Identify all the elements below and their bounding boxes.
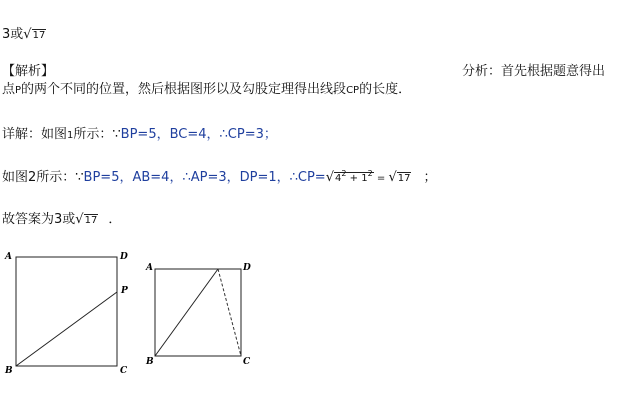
fig2-equals: =: [373, 173, 389, 184]
fig2-radicand: 17: [397, 173, 411, 184]
answer-line: [2, 23, 46, 42]
figure2-label-a: A: [146, 263, 153, 273]
figure-1: [0, 245, 150, 380]
fig2-prefix: 如图2所示：∵: [2, 170, 84, 185]
figure1-label-a: A: [5, 252, 12, 262]
figure1-label-d: D: [120, 252, 128, 262]
answer-sqrt: √17: [23, 27, 46, 42]
detail-line: [2, 123, 277, 142]
analysis-text-a: 点: [2, 82, 16, 97]
fig2-sqrt17: √17: [388, 170, 411, 185]
conclusion-prefix: 故答案为3或: [2, 212, 76, 227]
figure1-label-p: P: [121, 286, 128, 296]
figure1-segment-bp: [16, 292, 117, 366]
analysis-text-b: 的两个不同的位置，然后根据图形以及勾股定理得出线段: [21, 82, 347, 97]
figure1-label-c: C: [120, 366, 128, 376]
figure2-segment-bp: [155, 269, 218, 356]
conclusion-sqrt: √17: [75, 212, 98, 227]
conclusion-line: [2, 208, 121, 227]
fig2-end: ；: [423, 170, 437, 185]
analysis-text-c: 的长度．: [359, 82, 412, 97]
conclusion-end: ．: [108, 212, 122, 227]
answer-prefix: 3或: [2, 27, 24, 42]
detail-fig-num: 1: [67, 130, 74, 141]
figure2-square: [155, 269, 241, 356]
analysis-label: 分析：首先根据题意得出: [462, 64, 606, 79]
analysis-line2: [2, 78, 411, 97]
segment-cp-label: CP: [346, 85, 360, 96]
detail-suffix: 所示：∵: [73, 127, 121, 142]
detail-values: BP=5，BC=4，∴CP=3；: [120, 127, 277, 142]
fig2-values: BP=5，AB=4，∴AP=3，DP=1，∴CP=: [83, 170, 326, 185]
detail-prefix: 详解：如图: [2, 127, 68, 142]
figure1-square: [16, 257, 117, 366]
fig2-sqrt: $√4^2 + 1^2$: [325, 169, 373, 185]
figure2-segment-cp: [218, 269, 241, 356]
fig2-line: [2, 166, 437, 185]
fig2-radicand-expr: $4^2 + 1^2$: [335, 169, 373, 184]
figure-2: [140, 252, 265, 372]
figure2-label-b: B: [146, 357, 154, 367]
answer-radicand: 17: [32, 30, 46, 41]
analysis-heading: 【解析】: [2, 64, 55, 79]
figure2-label-c: C: [243, 357, 251, 367]
conclusion-radicand: 17: [84, 215, 98, 226]
point-p-label: P: [15, 85, 22, 96]
figure2-label-d: D: [243, 263, 251, 273]
figure1-label-b: B: [5, 366, 13, 376]
